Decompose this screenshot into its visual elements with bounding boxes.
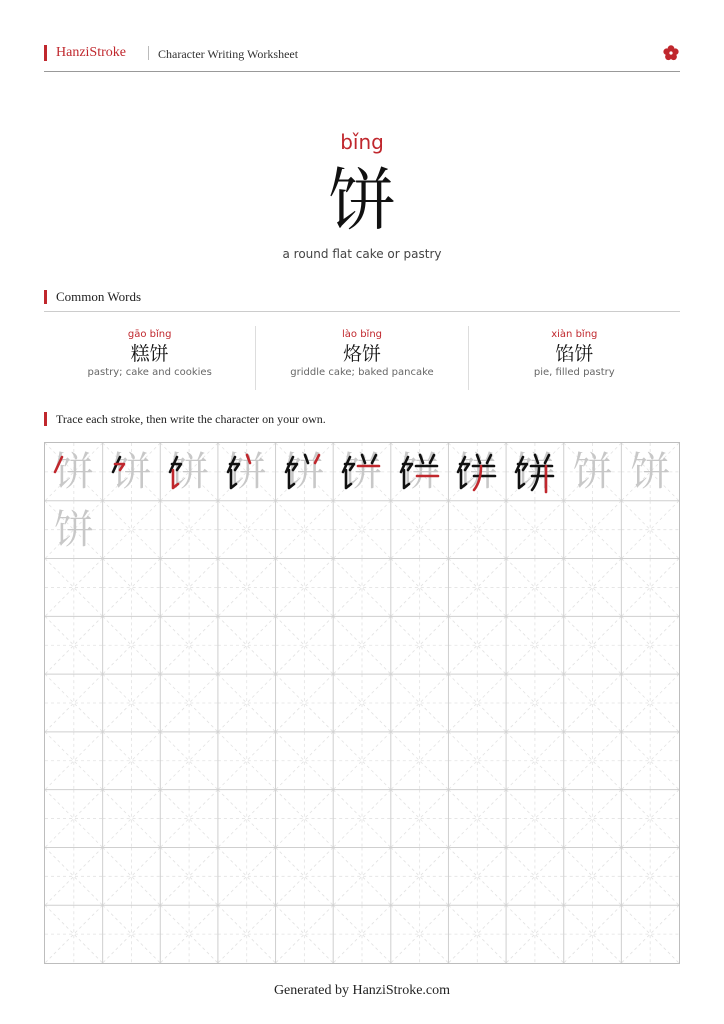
header-separator [148,46,149,60]
stroke-order-cell[interactable] [103,443,161,501]
stroke-order-strokes [103,443,161,501]
stroke-order-cell[interactable] [506,443,564,501]
section-accent-bar [44,290,47,304]
trace-cell[interactable] [564,443,622,501]
stroke-order-strokes [506,443,564,501]
stroke-order-strokes [333,443,391,501]
word-meaning: pastry; cake and cookies [87,367,212,378]
ghost-character: 饼 [399,449,440,495]
ghost-character: 饼 [342,449,383,495]
grid-lines [45,443,679,963]
word-pinyin: lào bǐng [341,329,382,340]
ghost-character: 饼 [54,449,94,495]
stroke-order-strokes [218,443,276,501]
stroke-order-cell[interactable] [391,443,449,501]
word-pinyin: xiàn bǐng [551,329,598,340]
stroke-order-cell[interactable] [333,443,391,501]
ghost-character: 饼 [284,449,325,495]
worksheet-header [44,44,680,66]
word-hanzi: 馅饼 [555,343,594,365]
character-meaning: a round flat cake or pastry [282,247,442,261]
ghost-character: 饼 [515,449,556,495]
word-meaning: pie, filled pastry [533,367,615,378]
header-divider [44,71,680,72]
practice-instruction: Trace each stroke, then write the character on your own. [56,412,326,426]
stroke-order-strokes [448,443,506,501]
common-word-item [255,326,467,390]
word-hanzi: 烙饼 [342,343,381,365]
header-accent-bar [44,45,47,61]
stroke-order-strokes [391,443,449,501]
worksheet-subtitle: Character Writing Worksheet [158,47,299,61]
plum-blossom-icon [662,44,680,62]
ghost-character: 饼 [572,449,613,495]
practice-grid[interactable] [44,442,680,964]
ghost-character: 饼 [111,449,152,495]
character-hanzi: 饼 [327,162,396,241]
common-words-list [44,326,680,390]
word-meaning: griddle cake; baked pancake [290,367,434,378]
stroke-order-strokes [276,443,334,501]
footer-credit: Generated by HanziStroke.com [273,983,451,998]
ghost-character: 饼 [54,506,94,553]
stroke-order-cell[interactable] [448,443,506,501]
word-hanzi: 糕饼 [130,343,169,365]
ghost-character: 饼 [226,449,267,495]
common-word-item [44,326,255,390]
stroke-order-cell[interactable] [276,443,334,501]
stroke-order-strokes [45,443,103,501]
common-words-divider [44,311,680,312]
word-pinyin: gāo bǐng [127,329,172,340]
section-accent-bar [44,412,47,426]
ghost-character: 饼 [457,449,498,495]
common-word-item [468,326,680,390]
common-words-title: Common Words [56,289,142,304]
character-pinyin: bǐng [340,130,384,154]
ghost-character: 饼 [630,449,671,495]
stroke-order-cell[interactable] [218,443,276,501]
ghost-character: 饼 [169,449,210,495]
brand-name[interactable]: HanziStroke [56,45,126,60]
trace-cell[interactable] [45,501,103,559]
trace-cell[interactable] [621,443,679,501]
stroke-order-cell[interactable] [160,443,218,501]
stroke-order-cell[interactable] [45,443,103,501]
stroke-order-strokes [160,443,218,501]
